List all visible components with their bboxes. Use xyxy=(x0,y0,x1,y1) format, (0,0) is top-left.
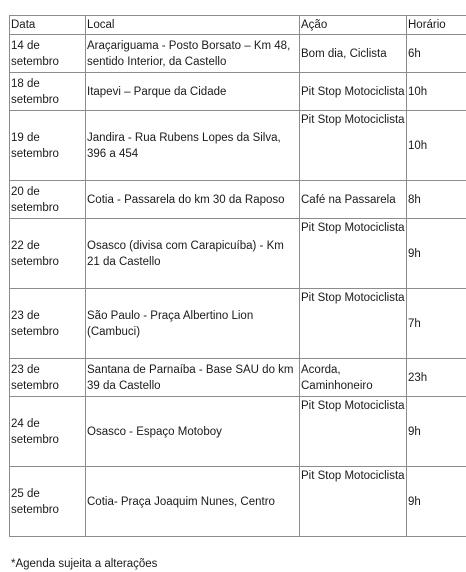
table-row xyxy=(10,397,466,467)
table-row xyxy=(10,467,466,537)
header-acao: Ação xyxy=(300,16,407,35)
cell-horario: 23h xyxy=(407,359,466,397)
table-row xyxy=(10,289,466,359)
cell-horario: 6h xyxy=(407,35,466,73)
table-row xyxy=(10,73,466,111)
footnote: *Agenda sujeita a alterações xyxy=(11,556,157,572)
header-data: Data xyxy=(10,16,86,35)
cell-acao: Pit Stop Motociclista xyxy=(300,397,407,467)
cell-acao: Pit Stop Motociclista xyxy=(300,289,407,359)
cell-local: Itapevi – Parque da Cidade xyxy=(86,73,300,111)
cell-data: 18 de setembro xyxy=(10,73,86,111)
agenda-table xyxy=(9,15,466,537)
cell-data: 25 de setembro xyxy=(10,467,86,537)
cell-local: Jandira - Rua Rubens Lopes da Silva, 396 a 454 xyxy=(86,111,300,181)
cell-horario: 9h xyxy=(407,467,466,537)
cell-acao: Pit Stop Motociclista xyxy=(300,219,407,289)
table-header-row xyxy=(10,16,466,35)
table-row xyxy=(10,359,466,397)
cell-local: São Paulo - Praça Albertino Lion (Cambuci) xyxy=(86,289,300,359)
cell-acao: Café na Passarela xyxy=(300,181,407,219)
cell-acao: Bom dia, Ciclista xyxy=(300,35,407,73)
cell-acao: Acorda, Caminhoneiro xyxy=(300,359,407,397)
cell-horario: 10h xyxy=(407,73,466,111)
cell-local: Osasco (divisa com Carapicuíba) - Km 21 da Castello xyxy=(86,219,300,289)
table-row xyxy=(10,111,466,181)
table-row xyxy=(10,219,466,289)
cell-data: 14 de setembro xyxy=(10,35,86,73)
cell-local: Cotia- Praça Joaquim Nunes, Centro xyxy=(86,467,300,537)
cell-local: Osasco - Espaço Motoboy xyxy=(86,397,300,467)
cell-data: 23 de setembro xyxy=(10,359,86,397)
cell-horario: 9h xyxy=(407,397,466,467)
cell-acao: Pit Stop Motociclista xyxy=(300,467,407,537)
cell-data: 22 de setembro xyxy=(10,219,86,289)
table-row xyxy=(10,35,466,73)
cell-local: Araçariguama - Posto Borsato – Km 48, sentido Interior, da Castello xyxy=(86,35,300,73)
cell-acao: Pit Stop Motociclista xyxy=(300,73,407,111)
cell-data: 19 de setembro xyxy=(10,111,86,181)
cell-data: 24 de setembro xyxy=(10,397,86,467)
cell-data: 23 de setembro xyxy=(10,289,86,359)
cell-horario: 8h xyxy=(407,181,466,219)
cell-horario: 7h xyxy=(407,289,466,359)
cell-acao: Pit Stop Motociclista xyxy=(300,111,407,181)
header-horario: Horário xyxy=(407,16,466,35)
table-row xyxy=(10,181,466,219)
cell-data: 20 de setembro xyxy=(10,181,86,219)
cell-local: Cotia - Passarela do km 30 da Raposo xyxy=(86,181,300,219)
cell-local: Santana de Parnaíba - Base SAU do km 39 da Castello xyxy=(86,359,300,397)
cell-horario: 10h xyxy=(407,111,466,181)
cell-horario: 9h xyxy=(407,219,466,289)
header-local: Local xyxy=(86,16,300,35)
